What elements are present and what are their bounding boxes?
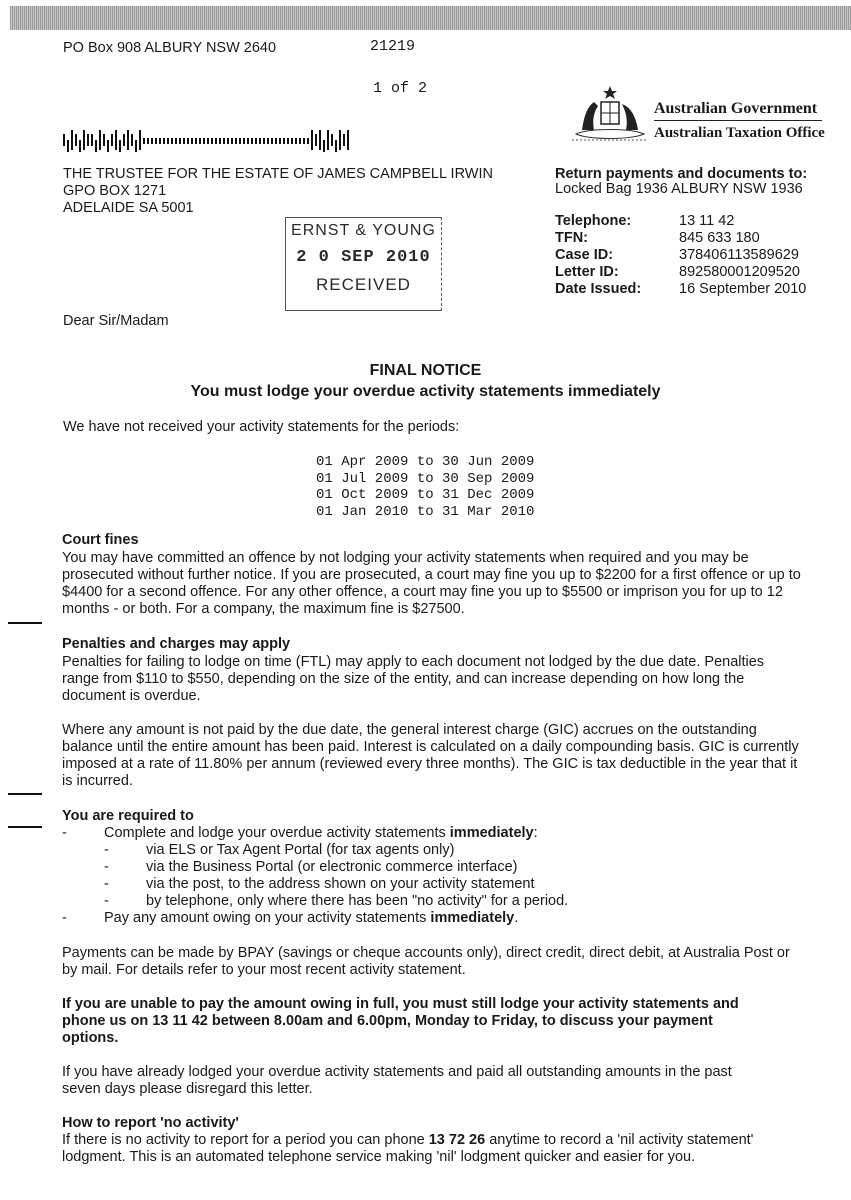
penalties-line: Penalties for failing to lodge on time (FTL) may apply to each document not lodged by the due date. Penalties (62, 654, 765, 670)
period-item: 01 Apr 2009 to 30 Jun 2009 (316, 454, 535, 470)
no-activity-heading: How to report 'no activity' (62, 1115, 239, 1131)
info-row-telephone (555, 213, 835, 230)
no-activity-line (62, 1132, 802, 1149)
info-value: 378406113589629 (679, 247, 799, 263)
already-line: If you have already lodged your overdue activity statements and paid all outstanding amounts in the past (62, 1064, 732, 1080)
info-row-tfn (555, 230, 835, 247)
no-activity-paragraph (62, 1132, 802, 1166)
required-item-emphasis: immediately (449, 825, 534, 841)
penalties-heading: Penalties and charges may apply (62, 636, 291, 652)
no-activity-line: lodgment. This is an automated telephone service making 'nil' lodgment quicker and easier for you. (62, 1149, 696, 1165)
info-label: Telephone: (555, 213, 632, 229)
penalties-line: balance until the entire amount has been paid. Interest is calculated on a daily compounding basis. GIC is currently (62, 739, 799, 755)
stamp-received: RECEIVED (316, 275, 411, 294)
penalties-line: document is overdue. (62, 688, 201, 704)
no-activity-text: anytime to record a 'nil activity statement' (485, 1132, 754, 1148)
required-subitem-text: via the Business Portal (or electronic commerce interface) (146, 859, 518, 875)
info-label: Case ID: (555, 247, 614, 263)
required-item (62, 910, 802, 927)
period-item: 01 Jan 2010 to 31 Mar 2010 (316, 503, 535, 520)
court-line: $4400 for a second offence. For any other offence, a court may fine you up to $5500 or imprison you for up to 12 (62, 584, 783, 600)
required-subitem-text: by telephone, only where there has been "no activity" for a period. (146, 893, 569, 909)
margin-mark (8, 622, 42, 624)
court-line: You may have committed an offence by not lodging your activity statements when required and you may be (62, 550, 749, 566)
unable-line: phone us on 13 11 42 between 8.00am and 6.00pm, Monday to Friday, to discuss your payment (62, 1013, 713, 1029)
info-label: Letter ID: (555, 264, 619, 280)
required-heading: You are required to (62, 808, 194, 824)
penalties-line: is incurred. (62, 773, 133, 789)
required-item-text: Pay any amount owing on your activity statements (104, 910, 431, 926)
court-line: prosecuted without further notice. If you are prosecuted, a court may fine you up to $2200 for a first offence or up to (62, 567, 801, 583)
postal-barcode (63, 130, 363, 152)
required-item-punct: : (533, 825, 538, 841)
page-indicator: 1 of 2 (373, 80, 428, 97)
required-subitem (62, 859, 802, 876)
court-paragraph (62, 550, 802, 618)
info-label: Date Issued: (555, 281, 642, 297)
intro-text: We have not received your activity statements for the periods: (63, 419, 460, 435)
court-line: months - or both. For a company, the maximum fine is $27500. (62, 601, 465, 617)
payments-line: by mail. For details refer to your most recent activity statement. (62, 962, 466, 978)
already-paragraph (62, 1064, 802, 1098)
notice-title: FINAL NOTICE (369, 362, 482, 379)
payments-paragraph (62, 945, 802, 979)
period-list (316, 454, 534, 520)
penalties-line: imposed at a rate of 11.80% per annum (reviewed every three months). The GIC is tax deductible in the year that it (62, 756, 798, 772)
penalties-paragraph-2 (62, 722, 802, 790)
unable-line: options. (62, 1030, 119, 1046)
info-value: 892580001209520 (679, 264, 800, 280)
payments-line: Payments can be made by BPAY (savings or cheque accounts only), direct credit, direct debit, at Australia Post or (62, 945, 790, 961)
unable-paragraph (62, 996, 802, 1047)
salutation: Dear Sir/Madam (63, 313, 169, 329)
dash-marker: - (104, 893, 109, 909)
info-row-case-id (555, 247, 835, 264)
penalties-line: range from $110 to $550, depending on the size of the entity, and can increase depending on how long the (62, 671, 745, 687)
dash-marker: - (62, 910, 67, 926)
required-subitem-text: via ELS or Tax Agent Portal (for tax agents only) (146, 842, 455, 858)
required-subitem (62, 842, 802, 859)
period-item: 01 Oct 2009 to 31 Dec 2009 (316, 487, 535, 503)
info-value: 845 633 180 (679, 230, 760, 246)
info-row-letter-id (555, 264, 835, 281)
required-subitem (62, 876, 802, 893)
scan-top-band (10, 6, 851, 30)
stamp-date: 2 0 SEP 2010 (296, 248, 431, 267)
info-label: TFN: (555, 230, 589, 246)
dash-marker: - (104, 842, 109, 858)
stamp-company: ERNST & YOUNG (291, 222, 436, 239)
margin-mark (8, 826, 42, 828)
required-list (62, 825, 802, 927)
info-value: 16 September 2010 (679, 281, 807, 297)
required-item-text: Complete and lodge your overdue activity statements (104, 825, 450, 841)
gov-divider (654, 120, 822, 121)
info-row-date-issued (555, 281, 835, 298)
dash-marker: - (104, 876, 109, 892)
required-item-punct: . (514, 910, 519, 926)
coat-of-arms-icon (570, 84, 650, 146)
gov-title: Australian Government (654, 100, 818, 117)
addressee-line3: ADELAIDE SA 5001 (63, 200, 194, 216)
required-subitem (62, 893, 802, 910)
addressee-line2: GPO BOX 1271 (63, 183, 167, 199)
notice-subtitle: You must lodge your overdue activity statements immediately (190, 383, 661, 400)
info-value: 13 11 42 (679, 213, 735, 229)
no-activity-phone: 13 72 26 (428, 1132, 486, 1148)
court-heading: Court fines (62, 532, 139, 548)
dash-marker: - (62, 825, 67, 841)
return-address: PO Box 908 ALBURY NSW 2640 (63, 40, 277, 56)
penalties-paragraph-1 (62, 654, 802, 705)
already-line: seven days please disregard this letter. (62, 1081, 313, 1097)
no-activity-text: If there is no activity to report for a period you can phone (62, 1132, 429, 1148)
addressee-line1: THE TRUSTEE FOR THE ESTATE OF JAMES CAMPBELL IRWIN (63, 166, 493, 182)
required-item (62, 825, 802, 842)
info-table (555, 213, 835, 298)
period-item: 01 Jul 2009 to 30 Sep 2009 (316, 470, 535, 487)
ato-title: Australian Taxation Office (654, 125, 825, 141)
penalties-line: Where any amount is not paid by the due date, the general interest charge (GIC) accrues on the outstanding (62, 722, 757, 738)
return-to-heading: Return payments and documents to: (555, 166, 808, 182)
unable-line: If you are unable to pay the amount owing in full, you must still lodge your activity statements and (62, 996, 739, 1012)
required-item-emphasis: immediately (430, 910, 515, 926)
received-stamp (285, 217, 442, 311)
required-subitem-text: via the post, to the address shown on your activity statement (146, 876, 535, 892)
document-code: 21219 (370, 38, 416, 55)
return-to-address: Locked Bag 1936 ALBURY NSW 1936 (555, 181, 803, 197)
margin-mark (8, 793, 42, 795)
dash-marker: - (104, 859, 109, 875)
